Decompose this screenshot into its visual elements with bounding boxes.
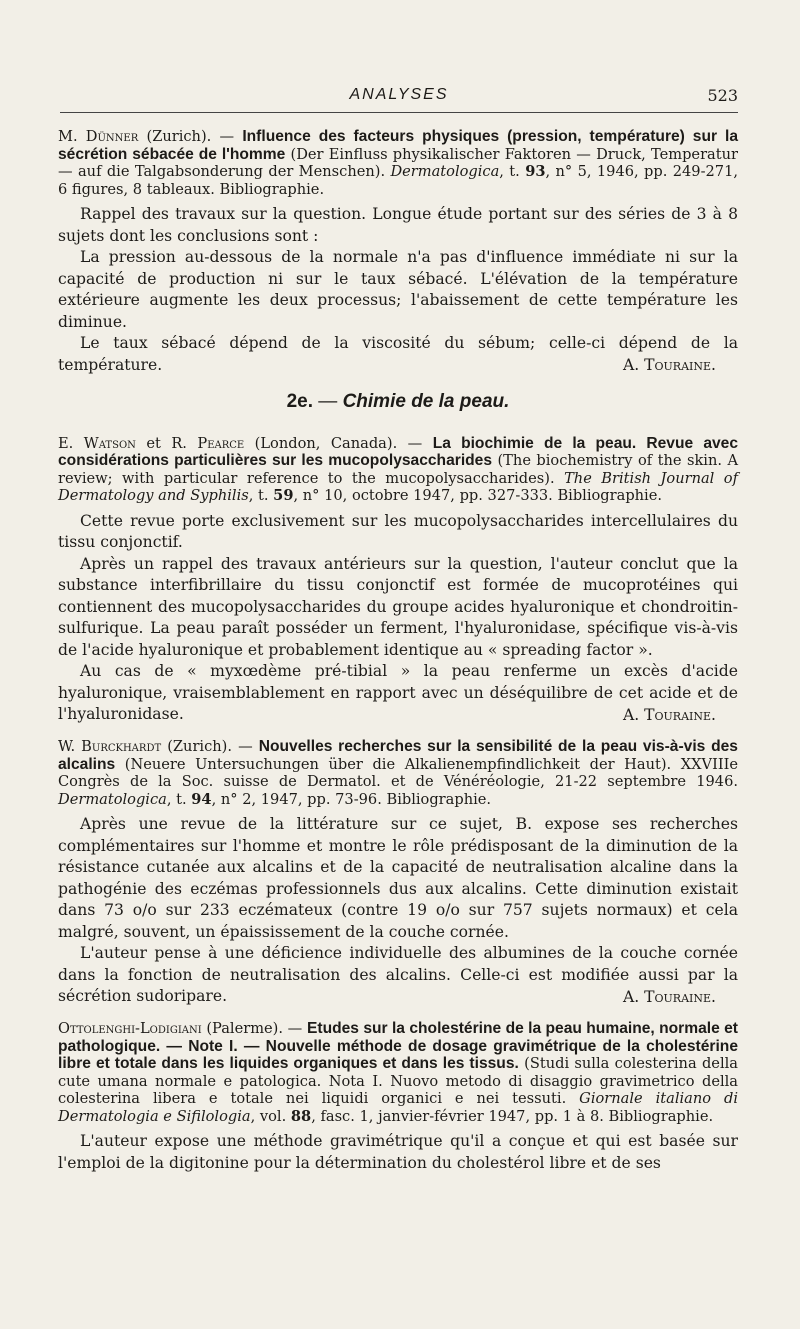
- entry-place: (Palerme). —: [201, 1020, 307, 1037]
- entry-title: La biochimie de la peau. Revue avec considérations particulières sur les mucopolysaccharides: [58, 434, 739, 469]
- journal-name: Giornale italiano di Dermatologia e Sifilologia: [58, 1090, 739, 1125]
- reviewer-signature: A. Touraine.: [622, 987, 716, 1006]
- entry-author: M. Dünner: [58, 128, 139, 145]
- header-rule: [60, 112, 738, 113]
- abstract-entry: [58, 1020, 738, 1174]
- abstract-paragraph: L'auteur pense à une déficience individuelle des albumines de la couche cornée dans la fonction de neutralisation des alcalins. Celle-ci est modifiée aussi par la sécrétion sudoripare.: [58, 944, 738, 1005]
- entry-citation: [58, 435, 738, 505]
- entry-details-end: , n° 10, octobre 1947, pp. 327-333. Bibliographie.: [293, 487, 663, 504]
- journal-name: Dermatologica: [58, 790, 167, 808]
- entry-details-end: , n° 5, 1946, pp. 249-271, 6 figures, 8 tableaux. Bibliographie.: [58, 163, 738, 198]
- volume-prefix: , t.: [248, 487, 274, 504]
- entry-details: (Studi sulla colesterina della cute umana normale e patologica. Nota I. Nuovo metodo di disaggio gravimetrico della colesterina libera e totale nei liquidi organici e nei tessuti.: [58, 1055, 738, 1107]
- entry-title: Etudes sur la cholestérine de la peau humaine, normale et pathologique. — Note I. — Nouvelle méthode de dosage gravimétrique de la cholestérine libre et totale dans les liquides organiques et dans les tissus.: [58, 1020, 739, 1072]
- page-content: [58, 128, 738, 1174]
- entry-details-end: , n° 2, 1947, pp. 73-96. Bibliographie.: [211, 790, 492, 808]
- entry-citation: [58, 738, 738, 808]
- abstract-paragraph: L'auteur expose une méthode gravimétrique qu'il a conçue et qui est basée sur l'emploi de la digitonine pour la détermination du cholestérol libre et de ses: [58, 1132, 738, 1172]
- running-title: ANALYSES: [349, 86, 449, 103]
- volume-prefix: , t.: [499, 163, 526, 180]
- volume-number: 94: [191, 790, 212, 808]
- volume-number: 59: [273, 487, 294, 504]
- entry-details: (Der Einfluss physikalischer Faktoren — Druck, Temperatur — auf die Talgabsonderung der Menschen).: [58, 145, 738, 180]
- volume-number: 93: [525, 163, 546, 180]
- entry-details: (Neuere Untersuchungen über die Alkalienempfindlichkeit der Haut). XXVIIIe Congrès de la Soc. suisse de Dermatol. et de Vénéréologie, 21-22 septembre 1946.: [58, 755, 738, 790]
- reviewer-signature: A. Touraine.: [622, 356, 716, 374]
- abstract-paragraph: Après un rappel des travaux antérieurs sur la question, l'auteur conclut que la substance interfibrillaire du tissu conjonctif est formée de mucoprotéines qui contiennent des mucopolysaccharides du groupe acides hyaluronique et chondroitin-sulfurique. La peau paraît posséder un ferment, l'hyaluronidase, spécifique vis-à-vis de l'acide hyaluronique et probablement identique au « spreading factor ».: [58, 554, 738, 659]
- abstract-paragraph: Rappel des travaux sur la question. Longue étude portant sur des séries de 3 à 8 sujets dont les conclusions sont :: [58, 205, 738, 245]
- entry-details: (The biochemistry of the skin. A review; with particular reference to the mucopolysaccharides).: [58, 452, 739, 487]
- abstract-paragraph: La pression au-dessous de la normale n'a pas d'influence immédiate ni sur la capacité de production ni sur le taux sébacé. L'élévation de la température extérieure augmente les deux processus; l'abaissement de cette température les diminue.: [58, 248, 738, 331]
- entry-citation: [58, 1020, 738, 1125]
- entry-author: W. Burckhardt: [58, 738, 162, 755]
- section-title: Chimie de la peau.: [342, 390, 510, 412]
- entry-gap: [58, 1008, 738, 1020]
- volume-prefix: , vol.: [250, 1107, 291, 1125]
- volume-number: 88: [290, 1107, 312, 1125]
- entry-author: Ottolenghi-Lodigiani: [58, 1020, 202, 1037]
- running-header: [60, 86, 738, 106]
- abstract-paragraph: Le taux sébacé dépend de la viscosité du sébum; celle-ci dépend de la température.: [58, 334, 738, 374]
- entry-citation: [58, 128, 738, 198]
- entry-place: (London, Canada). —: [244, 434, 433, 452]
- section-heading: [58, 391, 738, 413]
- abstract-paragraph: Après une revue de la littérature sur ce sujet, B. expose ses recherches complémentaires sur l'homme et montre le rôle prédisposant de la diminution de la résistance cutanée aux alcalins et de la capacité de neutralisation alcaline dans la pathogénie des eczémas professionnels dus aux alcalins. Cette diminution existait dans 73 o/o sur 233 eczémateux (contre 19 o/o sur 757 sujets normaux) et cela malgré, souvent, un épaississement de la couche cornée.: [58, 815, 738, 941]
- volume-prefix: , t.: [166, 790, 192, 808]
- abstract-entry: [58, 128, 738, 377]
- section-dash: —: [313, 390, 343, 412]
- entry-author: R. Pearce: [171, 434, 245, 452]
- entry-details-end: , fasc. 1, janvier-février 1947, pp. 1 à 8. Bibliographie.: [311, 1107, 714, 1125]
- entry-place: (Zurich). —: [146, 128, 243, 145]
- abstract-paragraph: Au cas de « myxœdème pré-tibial » la peau renferme un excès d'acide hyaluronique, vraisemblablement en rapport avec un déséquilibre de cet acide et de l'hyaluronidase.: [58, 662, 738, 723]
- section-number: 2e.: [286, 390, 314, 412]
- entry-gap: [58, 726, 738, 738]
- journal-name: The British Journal of Dermatology and Syphilis: [58, 469, 738, 504]
- entry-title: Nouvelles recherches sur la sensibilité de la peau vis-à-vis des alcalins: [58, 738, 738, 773]
- abstract-entry: [58, 435, 738, 727]
- reviewer-signature: A. Touraine.: [622, 705, 716, 724]
- entry-author: E. Watson: [58, 434, 136, 452]
- abstract-entry: [58, 738, 738, 1008]
- entry-title: Influence des facteurs physiques (pression, température) sur la sécrétion sébacée de l'homme: [58, 128, 738, 163]
- abstract-paragraph: Cette revue porte exclusivement sur les mucopolysaccharides intercellulaires du tissu conjonctif.: [58, 511, 738, 551]
- page-number: 523: [707, 86, 738, 105]
- author-conjunction: et: [135, 434, 172, 452]
- journal-name: Dermatologica: [390, 163, 500, 180]
- entry-place: (Zurich). —: [161, 738, 259, 755]
